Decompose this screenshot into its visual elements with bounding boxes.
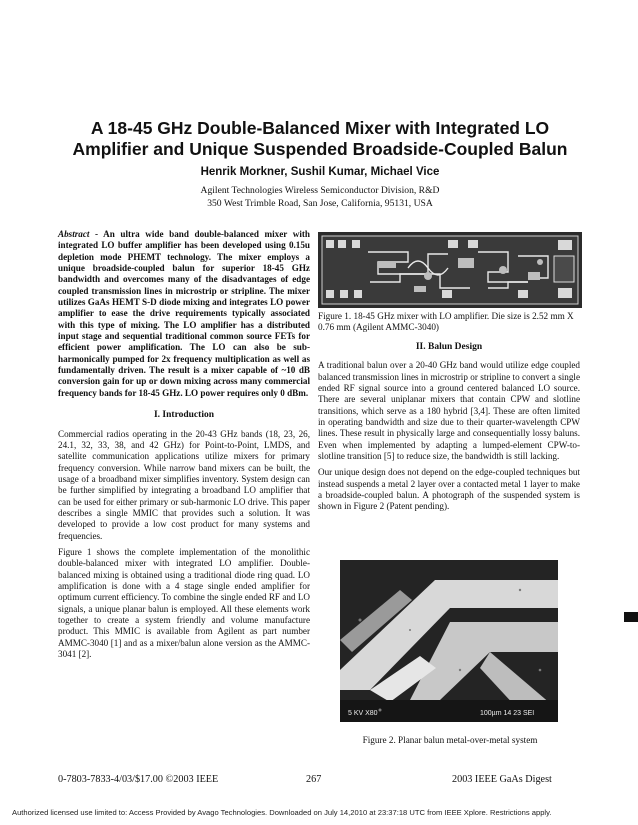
paper-title [40,118,600,160]
intro-paragraph-1: Commercial radios operating in the 20-43 GHz bands (18, 23, 26, 24.1, 32, 33, 38, and 42 GHz) for Point-to-Point, LMDS, and satellite communication applications utilize mixers for primary frequency conversion. While narrow band mixers can be built, the usage of a broadband mixer simplifies inventory. System design can be further simplified by integrating a broadband LO amplifier that can be used for either primary or sub-harmonic LO drive. This paper describes a single MMIC that provides such a solution. It was developed to provide a low cost product for many systems and frequencies. [58,428,310,541]
page-number: 267 [306,774,322,785]
abstract-text: - An ultra wide band double-balanced mixer with integrated LO buffer amplifier has been developed using 0.15u depletion mode PHEMT technology. The mixer employs a unique broadside-coupled balun for superior 18-45 GHz bandwidth and overcomes many of the disadvantages of edge coupled transmission lines in microstrip or stripline. The mixer utilizes GaAs HEMT S-D diode mixing and integrates LO power amplifier to ease the drive requirements typically associated with this type of mixing. The LO amplifier has a distributed input stage and sequential traditional common source FETs for efficient power amplification. The LO can also be sub-harmonically pumped for 2x frequency multiplication as well as fundamentally driven. The result is a mixer capable of ~10 dB conversion gain for up or down mixing across many commercial frequency bands for 18-45 GHz. LO power requires only 0 dBm. [58,229,310,398]
footer-venue: 2003 IEEE GaAs Digest [452,774,552,785]
title-line-1: A 18-45 GHz Double-Balanced Mixer with Integrated LO [90,118,550,138]
left-column [58,229,310,665]
affiliation [100,185,540,210]
abstract-label: Abstract [58,229,90,239]
balun-paragraph-2: Our unique design does not depend on the edge-coupled techniques but instead suspends a metal 2 layer over a contacted metal 1 layer to make a broadside-coupled balun. A photograph of the suspended system is shown in Figure 2 (Patent pending). [318,467,580,512]
author-list: Henrik Morkner, Sushil Kumar, Michael Vice [200,166,440,178]
margin-mark [624,612,638,622]
intro-paragraph-2: Figure 1 shows the complete implementation of the monolithic double-balanced mixer with integrated LO amplifier. Double-balanced mixing is obtained using a traditional diode ring quad. LO amplification is done with a 4 stage single ended amplifier for optimum current efficiency. To combine the single ended RF and LO signals, a unique planar balun is employed. All these elements work together to create a system friendly and volume manufacture product. This MMIC is available from Agilent as part number AMMC-3040 [1] and as a mixer/balun alone version as the AMMC-3041 [2]. [58,546,310,660]
section-heading-introduction: I. Introduction [153,410,214,421]
figure-1-mmic-photo [318,232,582,308]
footer-copyright: 0-7803-7833-4/03/$17.00 ©2003 IEEE [58,774,219,785]
sem-label-right: 100µm 14 23 SEI [480,710,535,717]
affiliation-line-2: 350 West Trimble Road, San Jose, California, 95131, USA [207,197,433,209]
figure-1-caption: Figure 1. 18-45 GHz mixer with LO amplifier. Die size is 2.52 mm X 0.76 mm (Agilent AMMC-3040) [318,311,574,333]
mmic-die-image [318,232,582,308]
abstract [58,229,310,399]
title-line-2: Amplifier and Unique Suspended Broadside-Coupled Balun [72,139,568,159]
balun-sem-image [340,560,558,722]
figure-2-caption: Figure 2. Planar balun metal-over-metal system [362,735,538,745]
authorization-notice: Authorized licensed use limited to: Access Provided by Avago Technologies. Downloaded on July 14,2010 at 23:37:18 UTC from IEEE Xplore. Restrictions apply. [12,808,552,817]
section-heading-balun-design: II. Balun Design [415,342,483,352]
right-column [318,338,580,518]
sem-label-left: 5 KV X80 [348,710,378,717]
affiliation-line-1: Agilent Technologies Wireless Semiconductor Division, R&D [200,185,440,196]
balun-paragraph-1: A traditional balun over a 20-40 GHz band would utilize edge coupled balanced transmission lines in microstrip or stripline to convert a single ended RF signal source into a ground centered balanced LO source. There are several uniplanar mixers that contain CPW and slotline transitions, which serve as a 180 hybrid [3,4]. These are often limited in operating bandwidth and size due to their quarter-wavelength CPW lines. These result in physically large and consequentially lossy baluns. Even when implemented by adapting a lumped-element CPW-to-slotline transition [5] to reduce size, the bandwidth is still lacking. [318,360,580,462]
figure-2-sem-photo [340,560,558,722]
